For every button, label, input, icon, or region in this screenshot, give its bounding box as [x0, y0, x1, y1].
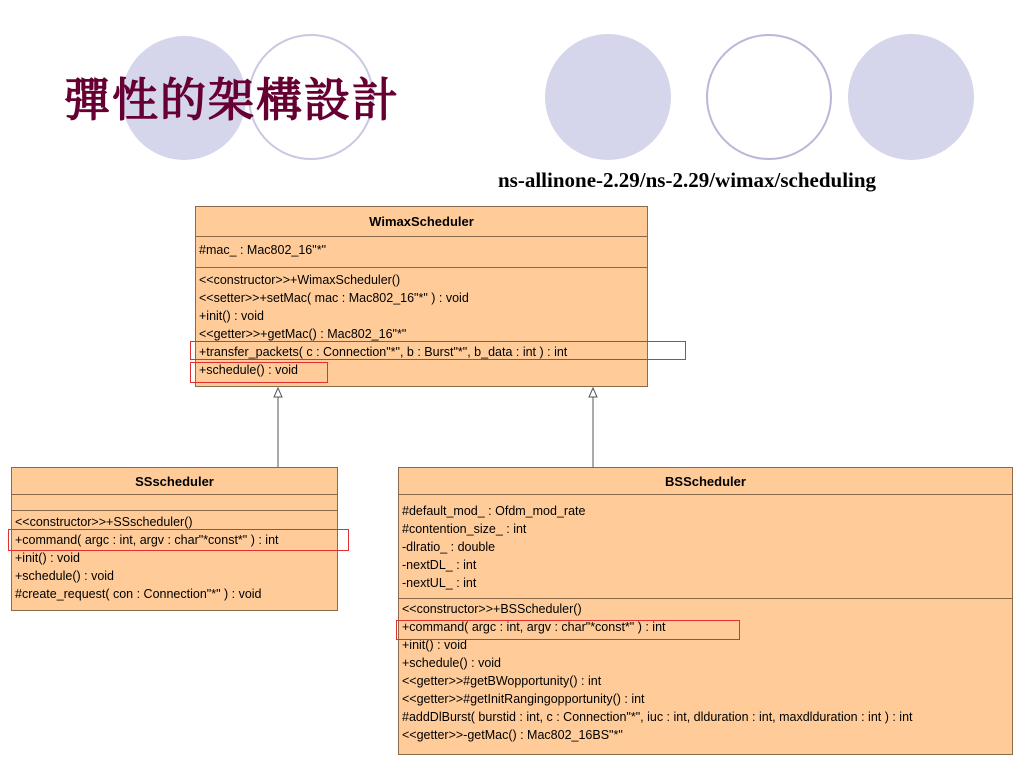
- source-path: ns-allinone-2.29/ns-2.29/wimax/scheduling: [498, 168, 877, 192]
- attributes-section: [12, 495, 337, 511]
- bs-inheritance-arrowhead: [589, 388, 597, 397]
- attribute: -nextUL_ : int: [402, 576, 477, 590]
- attribute: #mac_ : Mac802_16"*": [199, 243, 327, 257]
- operation: +command( argc : int, argv : char"*const*" ) : int: [402, 620, 666, 634]
- highlight-ss-command: [8, 529, 349, 551]
- operation: +init() : void: [15, 551, 80, 565]
- highlight-transfer-packets: [190, 341, 686, 360]
- operation: +schedule() : void: [199, 363, 299, 377]
- attribute: #contention_size_ : int: [402, 522, 527, 536]
- operations-section: [12, 511, 337, 605]
- attribute: #default_mod_ : Ofdm_mod_rate: [402, 504, 586, 518]
- attributes-section: [399, 495, 1012, 599]
- highlight-bs-command: [396, 620, 740, 640]
- operation: <<getter>>#getInitRangingopportunity() : int: [402, 692, 645, 706]
- operation: #addDlBurst( burstid : int, c : Connection"*", iuc : int, dlduration : int, maxdlduration : int ) : int: [402, 710, 913, 724]
- operation: <<setter>>+setMac( mac : Mac802_16"*" ) : void: [199, 291, 469, 305]
- operation: +command( argc : int, argv : char"*const*" ) : int: [15, 533, 279, 547]
- attributes-section: [196, 237, 647, 268]
- highlight-wimax-schedule: [190, 362, 328, 383]
- operation: <<getter>>+getMac() : Mac802_16"*": [199, 327, 407, 341]
- ss-inheritance-arrowhead: [274, 388, 282, 397]
- operation: +schedule() : void: [15, 569, 115, 583]
- operation: +init() : void: [199, 309, 264, 323]
- operation: +init() : void: [402, 638, 467, 652]
- operation: <<constructor>>+SSscheduler(): [15, 515, 193, 529]
- operation: <<constructor>>+WimaxScheduler(): [199, 273, 401, 287]
- bs-scheduler-class: [398, 467, 1013, 755]
- operation: <<constructor>>+BSScheduler(): [402, 602, 582, 616]
- operation: <<getter>>-getMac() : Mac802_16BS"*": [402, 728, 623, 742]
- operation: <<getter>>#getBWopportunity() : int: [402, 674, 602, 688]
- class-name: SSscheduler: [12, 468, 337, 495]
- operation: +schedule() : void: [402, 656, 502, 670]
- class-name: BSScheduler: [399, 468, 1012, 495]
- operation: +transfer_packets( c : Connection"*", b : Burst"*", b_data : int ) : int: [199, 345, 568, 359]
- slide-title: 彈性的架構設計: [64, 73, 400, 127]
- attribute: -dlratio_ : double: [402, 540, 496, 554]
- class-name: WimaxScheduler: [196, 207, 647, 237]
- operation: #create_request( con : Connection"*" ) : void: [15, 587, 262, 601]
- attribute: -nextDL_ : int: [402, 558, 477, 572]
